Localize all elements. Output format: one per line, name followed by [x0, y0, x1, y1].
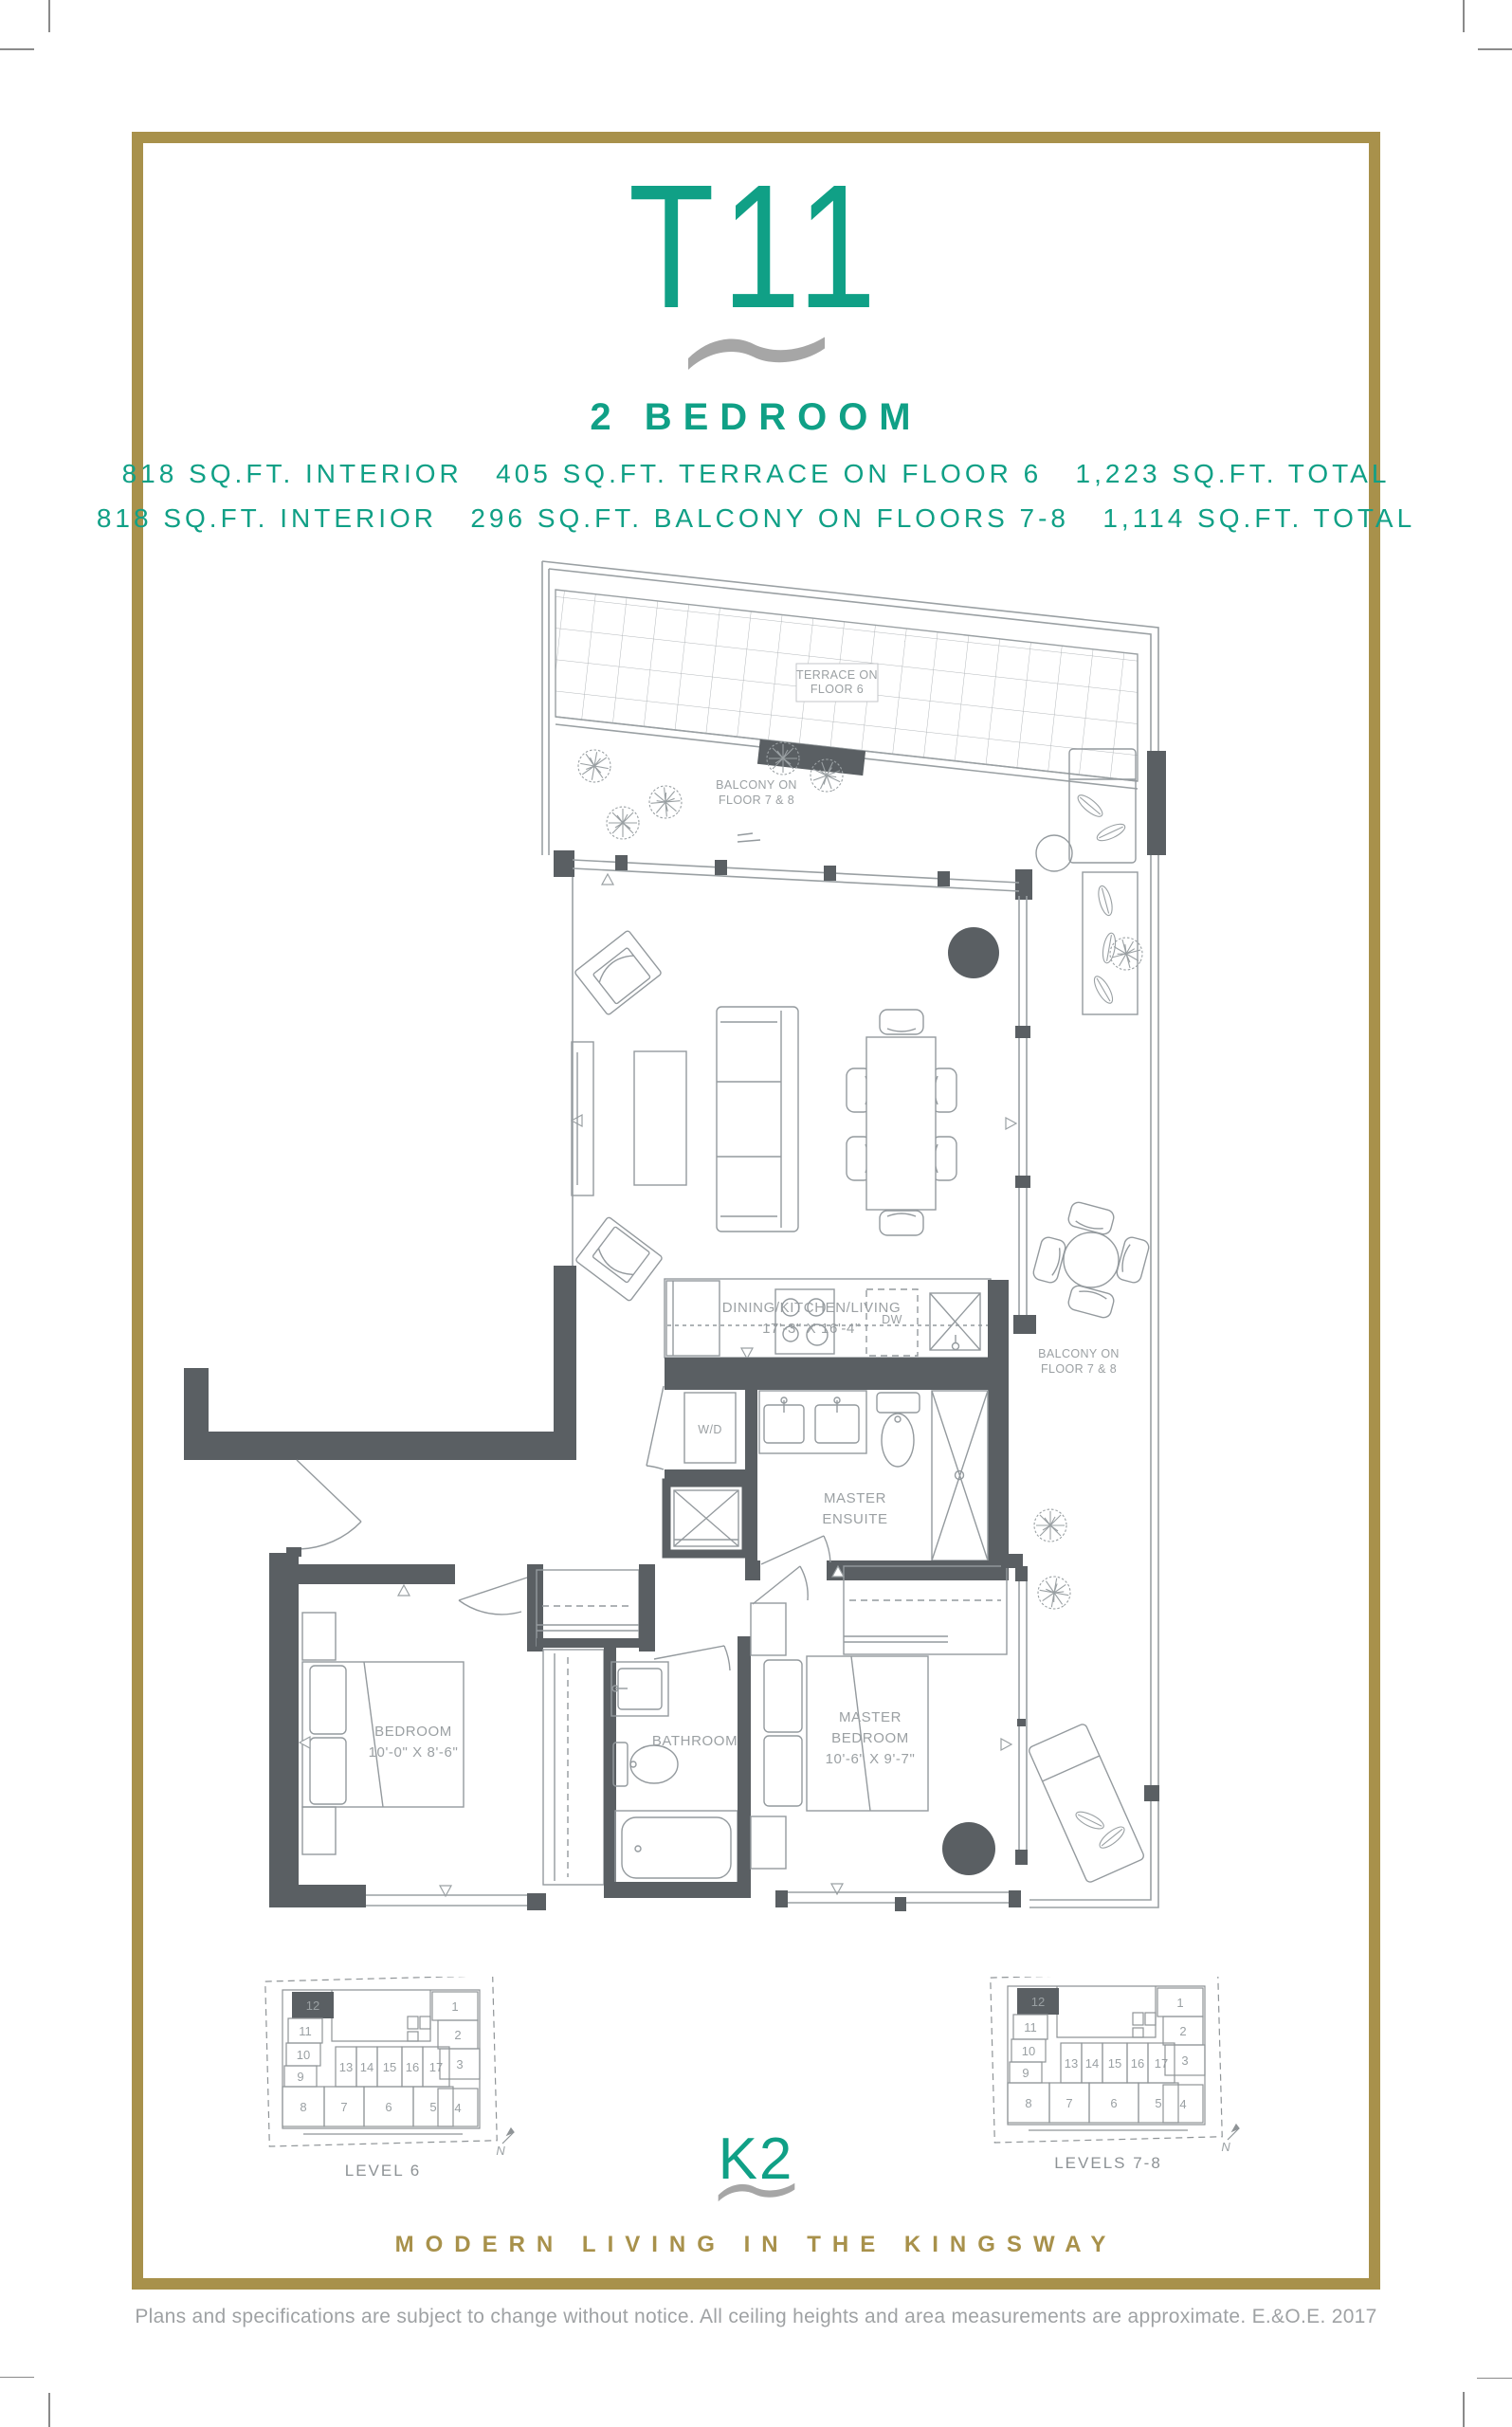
- keyplan-label: LEVELS 7-8: [1054, 2154, 1162, 2172]
- unit-type-heading: 2 BEDROOM: [590, 396, 922, 438]
- page-title: T11: [628, 149, 884, 345]
- disclaimer-text: Plans and specifications are subject to change without notice. All ceiling heights and area measurements are approximate. E.&O.E. 2017: [135, 2306, 1377, 2327]
- svg-text:ENSUITE: ENSUITE: [822, 1511, 888, 1527]
- dining-table-set: [847, 1010, 956, 1235]
- keyplan-unit-number: 13: [1064, 2056, 1079, 2071]
- living-room-label: DINING/KITCHEN/LIVING: [721, 1300, 902, 1316]
- double-vanity: [759, 1391, 866, 1453]
- keyplan-unit-number: 10: [1021, 2044, 1036, 2058]
- decor-circle: [948, 927, 999, 978]
- nightstand: [302, 1807, 336, 1854]
- keyplan-unit-number: 2: [454, 2028, 462, 2042]
- keyplan-unit-number: 3: [456, 2057, 464, 2071]
- svg-text:10'-6" X 9'-7": 10'-6" X 9'-7": [825, 1751, 916, 1767]
- svg-text:FLOOR 7 & 8: FLOOR 7 & 8: [1040, 1362, 1118, 1376]
- keyplan-unit-number: 11: [299, 2024, 312, 2038]
- keyplan-label: LEVEL 6: [344, 2162, 422, 2180]
- entry-door: [297, 1460, 361, 1549]
- balcony-top-label: BALCONY ON: [716, 778, 797, 792]
- keyplan-unit-number: 10: [296, 2048, 311, 2062]
- keyplan-unit-number: 8: [1025, 2096, 1032, 2110]
- sofa: [717, 1007, 798, 1232]
- svg-text:FLOOR 6: FLOOR 6: [810, 683, 865, 696]
- svg-text:17'-3" X 16'-4": 17'-3" X 16'-4": [762, 1321, 861, 1337]
- floorplan-drawing: [142, 531, 1204, 1972]
- keyplan-unit-number: 12: [1030, 1995, 1046, 2009]
- bathroom: [604, 1646, 751, 1898]
- planter-box: [1083, 872, 1138, 1014]
- kitchen-sink: [930, 1293, 980, 1350]
- keyplan-unit-number: 4: [1179, 2097, 1187, 2111]
- keyplan-unit-number: 5: [1155, 2096, 1162, 2110]
- armchair: [574, 930, 662, 1015]
- brand-tagline: MODERN LIVING IN THE KINGSWAY: [394, 2232, 1118, 2257]
- ensuite-label: MASTER: [823, 1490, 887, 1506]
- keyplan-unit-number: 15: [382, 2060, 397, 2074]
- crop-mark: [48, 0, 50, 32]
- keyplan-unit-number: 12: [305, 1998, 320, 2013]
- keyplan-unit-number: 1: [1176, 1996, 1184, 2010]
- nightstand: [751, 1816, 786, 1869]
- bedroom-door: [459, 1578, 527, 1615]
- keyplan-unit-number: 11: [1024, 2020, 1037, 2035]
- master-bedroom: [738, 1554, 1028, 1911]
- crop-mark: [0, 2377, 34, 2379]
- bathroom-door: [654, 1646, 730, 1670]
- keyplan-unit-number: 15: [1107, 2056, 1122, 2071]
- keyplan-unit-number: 14: [359, 2060, 374, 2074]
- area-spec-line-2: 818 SQ.FT. INTERIOR 296 SQ.FT. BALCONY ON FLOORS 7-8 1,114 SQ.FT. TOTAL: [96, 503, 1416, 533]
- bathtub: [615, 1811, 738, 1885]
- keyplan-unit-number: 7: [1066, 2096, 1073, 2110]
- keyplan-unit-number: 6: [385, 2100, 392, 2114]
- entry: [184, 1368, 573, 1891]
- armchair: [575, 1216, 663, 1302]
- laundry-closet: [647, 1386, 757, 1580]
- keyplan-unit-number: 17: [1154, 2056, 1169, 2071]
- coffee-table: [634, 1051, 686, 1185]
- crop-mark: [1463, 0, 1465, 32]
- keyplan-unit-number: 9: [1022, 2066, 1029, 2080]
- master-ensuite: [749, 1391, 1009, 1580]
- brand-logo: K2: [718, 2126, 794, 2192]
- svg-text:N: N: [1221, 2140, 1230, 2154]
- nightstand: [302, 1613, 336, 1660]
- keyplan-unit-number: 9: [297, 2070, 304, 2084]
- keyplan-unit-number: 17: [428, 2060, 444, 2074]
- balcony-right-label: BALCONY ON: [1038, 1347, 1120, 1360]
- keyplan-unit-number: 7: [340, 2100, 348, 2114]
- decor-circle: [942, 1822, 995, 1875]
- area-spec-line-1: 818 SQ.FT. INTERIOR 405 SQ.FT. TERRACE ON FLOOR 6 1,223 SQ.FT. TOTAL: [121, 459, 1391, 488]
- keyplan-unit-number: 5: [429, 2100, 437, 2114]
- keyplan-unit-number: 16: [1130, 2056, 1145, 2071]
- svg-text:BEDROOM: BEDROOM: [831, 1730, 909, 1746]
- outdoor-dining-set: [1031, 1200, 1150, 1319]
- keyplan-unit-number: 6: [1110, 2096, 1118, 2110]
- balcony-top-area: [575, 742, 1166, 1014]
- keyplan-unit-number: 13: [338, 2060, 354, 2074]
- crop-mark: [1477, 2378, 1512, 2380]
- terrace-label: TERRACE ON: [796, 668, 878, 682]
- balcony-right-area: [1028, 932, 1159, 1884]
- brand-wave-icon: [717, 2181, 796, 2203]
- shower: [932, 1391, 988, 1560]
- chaise-lounge: [1028, 1723, 1145, 1883]
- washer-dryer-label: W/D: [698, 1423, 722, 1436]
- keyplan-unit-number: 16: [405, 2060, 420, 2074]
- svg-text:N: N: [496, 2144, 505, 2158]
- side-table: [1036, 835, 1072, 871]
- keyplan-unit-number: 2: [1179, 2024, 1187, 2038]
- svg-text:10'-0" X 8'-6": 10'-0" X 8'-6": [368, 1744, 459, 1761]
- master-bedroom-label: MASTER: [838, 1709, 902, 1725]
- hall-closet: [537, 1564, 730, 1885]
- keyplan-unit-number: 8: [300, 2100, 307, 2114]
- bathroom-label: BATHROOM: [651, 1733, 738, 1749]
- keyplan-unit-number: 4: [454, 2101, 462, 2115]
- crop-mark: [1478, 48, 1512, 50]
- title-wave-icon: [685, 332, 828, 374]
- keyplan-unit-number: 3: [1181, 2053, 1189, 2068]
- crop-mark: [1463, 2392, 1465, 2427]
- crop-mark: [0, 48, 34, 50]
- nightstand: [751, 1603, 786, 1655]
- keyplan-unit-number: 14: [1084, 2056, 1100, 2071]
- bedroom-label: BEDROOM: [374, 1724, 452, 1740]
- master-door: [753, 1566, 808, 1604]
- terrace-area: [556, 590, 1138, 781]
- svg-text:DW: DW: [882, 1313, 902, 1326]
- bedroom: [269, 1564, 546, 1910]
- crop-mark: [48, 2393, 50, 2427]
- fridge: [666, 1281, 720, 1356]
- bathroom-vanity: [611, 1662, 668, 1716]
- svg-text:FLOOR 7 & 8: FLOOR 7 & 8: [718, 794, 795, 807]
- toilet: [877, 1393, 920, 1467]
- keyplan-unit-number: 1: [451, 1999, 459, 2014]
